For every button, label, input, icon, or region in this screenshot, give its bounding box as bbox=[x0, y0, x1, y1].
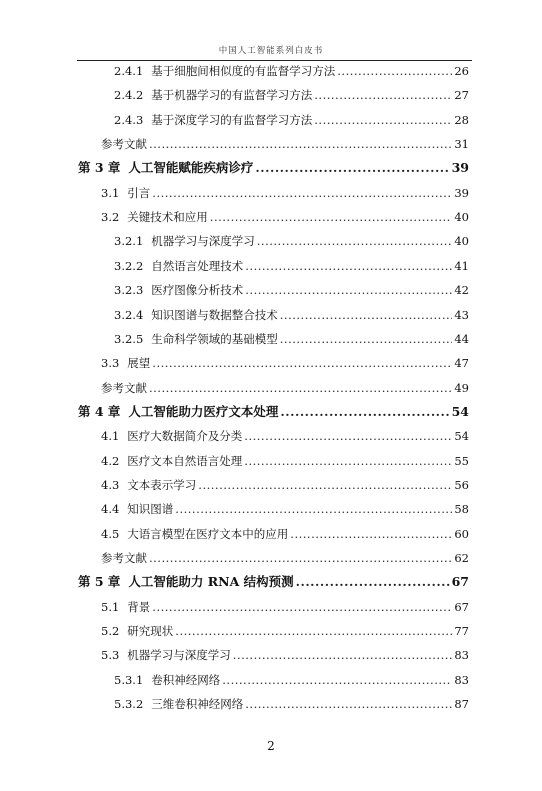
dot-leader bbox=[245, 694, 452, 714]
toc-entry-title: 参考文献 bbox=[101, 380, 147, 395]
toc-entry-number: 4.1 bbox=[101, 429, 120, 444]
toc-entry-title: 人工智能助力医疗文本处理 bbox=[128, 403, 279, 419]
dot-leader bbox=[290, 524, 452, 544]
toc-entry[interactable] bbox=[101, 207, 469, 227]
toc-entry[interactable] bbox=[114, 110, 469, 130]
toc-entry[interactable] bbox=[114, 61, 469, 81]
toc-entry[interactable] bbox=[114, 280, 469, 300]
toc-entry-number: 第 5 章 bbox=[78, 574, 121, 590]
dot-leader bbox=[244, 426, 452, 446]
toc-entry-page: 44 bbox=[454, 331, 469, 346]
toc-entry-title: 三维卷积神经网络 bbox=[151, 697, 244, 712]
toc-entry-title: 背景 bbox=[127, 599, 151, 614]
toc-entry[interactable] bbox=[101, 451, 469, 471]
toc-entry-number: 4.3 bbox=[101, 477, 120, 492]
toc-entry-title: 知识图谱与数据整合技术 bbox=[151, 307, 278, 322]
toc-entry-page: 56 bbox=[454, 477, 469, 492]
dot-leader bbox=[245, 256, 452, 276]
toc-entry-title: 卷积神经网络 bbox=[151, 672, 221, 687]
toc-entry-page: 26 bbox=[454, 64, 469, 78]
toc-entry[interactable] bbox=[101, 499, 469, 519]
toc-entry-page: 87 bbox=[454, 697, 469, 712]
toc-entry-page: 42 bbox=[454, 283, 469, 298]
dot-leader bbox=[314, 85, 452, 105]
dot-leader bbox=[222, 670, 452, 690]
dot-leader bbox=[337, 61, 452, 81]
toc-entry-number: 3.3 bbox=[101, 356, 120, 371]
toc-entry-number: 3.2 bbox=[101, 210, 120, 225]
toc-entry-title: 医疗文本自然语言处理 bbox=[127, 453, 243, 468]
toc-entry[interactable] bbox=[114, 85, 469, 105]
toc-entry-page: 67 bbox=[454, 599, 469, 614]
dot-leader bbox=[149, 378, 452, 398]
toc-entry-title: 展望 bbox=[127, 356, 151, 371]
toc-entry[interactable] bbox=[114, 305, 469, 325]
toc-entry-page: 54 bbox=[454, 429, 469, 444]
toc-entry[interactable] bbox=[78, 158, 469, 178]
toc-entry[interactable] bbox=[114, 670, 469, 690]
toc-entry-title: 机器学习与深度学习 bbox=[151, 234, 255, 249]
toc-entry-page: 47 bbox=[454, 356, 469, 371]
toc-entry-title: 参考文献 bbox=[101, 551, 147, 565]
toc-entry-title: 引言 bbox=[127, 185, 151, 200]
dot-leader bbox=[198, 475, 452, 495]
dot-leader bbox=[152, 353, 452, 373]
toc-entry-page: 54 bbox=[451, 403, 469, 419]
toc-entry-number: 3.2.1 bbox=[114, 234, 144, 249]
toc-entry[interactable] bbox=[101, 475, 469, 495]
page-header: 中国人工智能系列白皮书 bbox=[218, 46, 324, 56]
toc-entry[interactable] bbox=[101, 621, 469, 641]
toc-entry[interactable] bbox=[101, 597, 469, 617]
toc-entry-number: 4.2 bbox=[101, 453, 120, 468]
toc-entry-page: 27 bbox=[454, 88, 469, 103]
toc-entry-number: 3.2.3 bbox=[114, 283, 144, 298]
dot-leader bbox=[280, 305, 453, 325]
toc-entry-number: 2.4.3 bbox=[114, 112, 144, 127]
dot-leader bbox=[314, 110, 452, 130]
toc-entry-number: 5.3.2 bbox=[114, 697, 144, 712]
toc-entry-page: 60 bbox=[454, 526, 469, 541]
toc-entry-number: 4.5 bbox=[101, 526, 120, 541]
toc-entry-page: 83 bbox=[454, 672, 469, 687]
toc-entry-title: 生命科学领域的基础模型 bbox=[151, 331, 278, 346]
toc-entry[interactable] bbox=[101, 378, 469, 398]
toc-entry-title: 研究现状 bbox=[127, 624, 174, 639]
dot-leader bbox=[149, 134, 452, 154]
toc-entry-page: 39 bbox=[454, 185, 469, 200]
toc-entry-title: 参考文献 bbox=[101, 137, 147, 152]
toc-entry[interactable] bbox=[114, 231, 469, 251]
toc-entry-title: 关键技术和应用 bbox=[127, 210, 208, 225]
toc-entry-number: 3.1 bbox=[101, 185, 120, 200]
dot-leader bbox=[175, 621, 452, 641]
toc-entry-title: 基于细胞间相似度的有监督学习方法 bbox=[151, 64, 336, 78]
toc-entry-title: 机器学习与深度学习 bbox=[127, 648, 231, 663]
toc-entry-page: 58 bbox=[454, 502, 469, 517]
toc-entry-title: 大语言模型在医疗文本中的应用 bbox=[127, 526, 289, 541]
toc-entry-number: 5.3 bbox=[101, 648, 120, 663]
toc-entry-page: 67 bbox=[451, 574, 469, 590]
toc-entry-title: 基于深度学习的有监督学习方法 bbox=[151, 112, 313, 127]
toc-entry-number: 2.4.2 bbox=[114, 88, 144, 103]
toc-entry[interactable] bbox=[114, 329, 469, 349]
toc-entry[interactable] bbox=[101, 548, 469, 568]
toc-entry-page: 83 bbox=[454, 648, 469, 663]
toc-entry[interactable] bbox=[78, 572, 469, 592]
toc-entry-number: 5.1 bbox=[101, 599, 120, 614]
toc-entry-title: 文本表示学习 bbox=[127, 477, 197, 492]
toc-entry-title: 知识图谱 bbox=[127, 502, 174, 517]
dot-leader bbox=[255, 158, 449, 178]
toc-entry[interactable] bbox=[101, 645, 469, 665]
toc-entry-page: 31 bbox=[454, 137, 469, 152]
toc-entry-page: 49 bbox=[454, 380, 469, 395]
toc-entry-page: 43 bbox=[454, 307, 469, 322]
toc-entry-title: 基于机器学习的有监督学习方法 bbox=[151, 88, 313, 103]
dot-leader bbox=[280, 402, 449, 422]
toc-entry[interactable] bbox=[101, 134, 469, 154]
toc-entry-number: 5.3.1 bbox=[114, 672, 144, 687]
toc-entry[interactable] bbox=[114, 694, 469, 714]
toc-entry[interactable] bbox=[101, 426, 469, 446]
toc-entry-number: 3.2.2 bbox=[114, 258, 144, 273]
toc-entry-title: 医疗图像分析技术 bbox=[151, 283, 244, 298]
toc-entry-page: 41 bbox=[454, 258, 469, 273]
toc-entry-page: 39 bbox=[451, 160, 469, 176]
toc-entry-number: 第 3 章 bbox=[78, 160, 121, 176]
dot-leader bbox=[210, 207, 453, 227]
dot-leader bbox=[149, 548, 452, 568]
toc-entry-number: 4.4 bbox=[101, 502, 120, 517]
dot-leader bbox=[233, 645, 453, 665]
toc-entry-title: 人工智能助力 RNA 结构预测 bbox=[128, 574, 294, 590]
toc-entry-page: 77 bbox=[454, 624, 469, 639]
toc-entry-title: 自然语言处理技术 bbox=[151, 258, 244, 273]
toc-entry-page: 40 bbox=[454, 210, 469, 225]
toc-entry-title: 人工智能赋能疾病诊疗 bbox=[128, 160, 254, 176]
toc-entry-page: 55 bbox=[454, 453, 469, 468]
dot-leader bbox=[152, 183, 452, 203]
toc-entry[interactable] bbox=[101, 183, 469, 203]
toc-entry-number: 2.4.1 bbox=[114, 64, 144, 78]
dot-leader bbox=[257, 231, 453, 251]
dot-leader bbox=[245, 280, 452, 300]
dot-leader bbox=[175, 499, 452, 519]
toc-entry[interactable] bbox=[101, 524, 469, 544]
dot-leader bbox=[152, 597, 452, 617]
toc-entry-title: 医疗大数据简介及分类 bbox=[127, 429, 243, 444]
toc-entry-page: 40 bbox=[454, 234, 469, 249]
toc-entry[interactable] bbox=[78, 402, 469, 422]
dot-leader bbox=[280, 329, 453, 349]
page-number: 2 bbox=[267, 739, 275, 753]
toc-entry[interactable] bbox=[101, 353, 469, 373]
dot-leader bbox=[296, 572, 450, 592]
toc-entry-page: 28 bbox=[454, 112, 469, 127]
toc-entry[interactable] bbox=[114, 256, 469, 276]
toc-entry-page: 62 bbox=[454, 551, 469, 565]
toc-entry-number: 第 4 章 bbox=[78, 403, 121, 419]
dot-leader bbox=[244, 451, 452, 471]
toc-entry-number: 5.2 bbox=[101, 624, 120, 639]
toc-entry-number: 3.2.4 bbox=[114, 307, 144, 322]
toc-entry-number: 3.2.5 bbox=[114, 331, 144, 346]
